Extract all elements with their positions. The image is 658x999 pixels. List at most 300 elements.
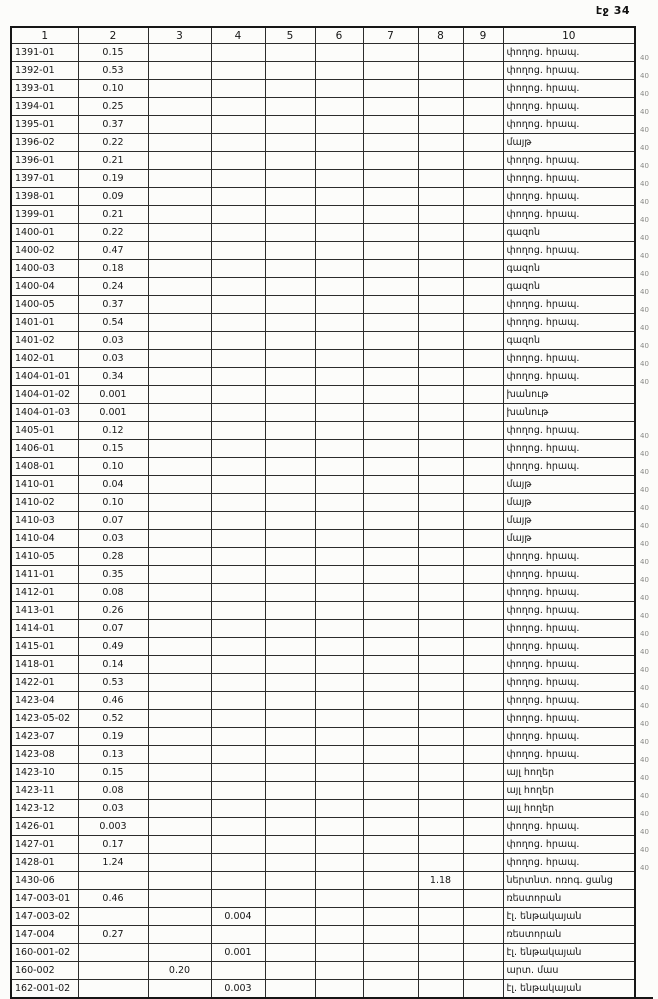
margin-mark xyxy=(635,872,653,890)
cell-value xyxy=(265,764,315,782)
cell-value xyxy=(265,962,315,980)
cell-parcel-code: 1410-02 xyxy=(11,494,78,512)
cell-landuse-type: փողոց. հրապ. xyxy=(503,422,635,440)
cell-value xyxy=(78,872,148,890)
cell-value xyxy=(315,440,363,458)
cell-value xyxy=(418,188,463,206)
cell-value xyxy=(418,296,463,314)
table-row xyxy=(11,728,653,746)
cell-value xyxy=(463,836,503,854)
cell-value xyxy=(211,368,265,386)
cell-landuse-type: այլ հողեր xyxy=(503,782,635,800)
cell-value xyxy=(363,656,418,674)
cell-value xyxy=(265,116,315,134)
cell-value xyxy=(265,692,315,710)
cell-value xyxy=(363,890,418,908)
cell-value xyxy=(148,152,211,170)
cell-value: 0.07 xyxy=(78,512,148,530)
cell-value xyxy=(418,260,463,278)
cell-value xyxy=(211,818,265,836)
cell-value xyxy=(418,638,463,656)
cell-value xyxy=(315,764,363,782)
cell-parcel-code: 1396-01 xyxy=(11,152,78,170)
cell-value xyxy=(363,818,418,836)
table-row xyxy=(11,530,653,548)
cell-value: 0.10 xyxy=(78,80,148,98)
margin-mark: 40 xyxy=(640,467,649,476)
cell-value xyxy=(463,782,503,800)
table-row xyxy=(11,944,653,962)
cell-value xyxy=(265,386,315,404)
cell-value: 0.24 xyxy=(78,278,148,296)
cell-value xyxy=(265,890,315,908)
column-header: 10 xyxy=(503,27,635,44)
cell-value xyxy=(463,800,503,818)
cell-value xyxy=(463,584,503,602)
cell-value xyxy=(463,350,503,368)
cell-parcel-code: 1410-05 xyxy=(11,548,78,566)
cell-parcel-code: 1413-01 xyxy=(11,602,78,620)
cell-value xyxy=(265,512,315,530)
margin-mark: 40 xyxy=(640,665,649,674)
cell-landuse-type: այլ հողեր xyxy=(503,764,635,782)
cell-value xyxy=(148,602,211,620)
cell-value xyxy=(418,152,463,170)
cell-value xyxy=(463,152,503,170)
cell-value xyxy=(315,404,363,422)
cell-value xyxy=(315,890,363,908)
cell-value xyxy=(363,206,418,224)
cell-value xyxy=(148,710,211,728)
cell-value xyxy=(315,782,363,800)
table-row xyxy=(11,44,653,62)
margin-mark: 40 xyxy=(640,827,649,836)
cell-parcel-code: 1423-05-02 xyxy=(11,710,78,728)
table-row xyxy=(11,98,653,116)
cell-value: 0.03 xyxy=(78,350,148,368)
table-row xyxy=(11,674,653,692)
cell-value xyxy=(211,872,265,890)
cell-value: 0.15 xyxy=(78,44,148,62)
cell-value xyxy=(315,620,363,638)
table-row xyxy=(11,314,653,332)
cell-value xyxy=(265,458,315,476)
cell-parcel-code: 1400-03 xyxy=(11,260,78,278)
table-row xyxy=(11,926,653,944)
cell-value xyxy=(148,170,211,188)
cell-value xyxy=(418,980,463,999)
cell-parcel-code: 1423-10 xyxy=(11,764,78,782)
cell-value: 1.24 xyxy=(78,854,148,872)
cell-value xyxy=(148,260,211,278)
cell-value xyxy=(148,800,211,818)
cell-value xyxy=(315,728,363,746)
cell-landuse-type: մայթ xyxy=(503,476,635,494)
margin-mark: 40 xyxy=(640,143,649,152)
cell-value xyxy=(363,62,418,80)
cell-value xyxy=(148,566,211,584)
cell-value: 0.001 xyxy=(78,404,148,422)
cell-value xyxy=(418,800,463,818)
cell-value xyxy=(463,332,503,350)
cell-value xyxy=(418,98,463,116)
cell-value xyxy=(211,224,265,242)
table-row xyxy=(11,638,653,656)
cell-value xyxy=(418,314,463,332)
cell-value xyxy=(265,710,315,728)
cell-landuse-type: փողոց. հրապ. xyxy=(503,44,635,62)
table-row xyxy=(11,890,653,908)
margin-mark: 40 xyxy=(640,233,649,242)
cell-value xyxy=(148,530,211,548)
cell-value: 0.34 xyxy=(78,368,148,386)
cell-value xyxy=(148,134,211,152)
cell-value xyxy=(265,566,315,584)
cell-value xyxy=(148,296,211,314)
cell-value xyxy=(463,908,503,926)
cell-value xyxy=(418,602,463,620)
cell-value xyxy=(211,386,265,404)
cell-value xyxy=(148,44,211,62)
cell-value: 0.001 xyxy=(211,944,265,962)
cell-value: 0.18 xyxy=(78,260,148,278)
cell-value xyxy=(418,332,463,350)
cell-value xyxy=(148,350,211,368)
cell-value: 0.10 xyxy=(78,458,148,476)
table-row xyxy=(11,188,653,206)
cell-value xyxy=(148,314,211,332)
cell-value xyxy=(315,962,363,980)
cell-value xyxy=(463,764,503,782)
cell-value xyxy=(211,620,265,638)
cell-value xyxy=(363,44,418,62)
cell-value xyxy=(265,818,315,836)
cell-value: 0.35 xyxy=(78,566,148,584)
cell-value: 0.53 xyxy=(78,674,148,692)
cell-value xyxy=(265,800,315,818)
cell-landuse-type: փողոց. հրապ. xyxy=(503,566,635,584)
cell-value xyxy=(418,548,463,566)
cell-value xyxy=(463,854,503,872)
cell-value xyxy=(315,656,363,674)
cell-value xyxy=(211,332,265,350)
cell-value: 0.37 xyxy=(78,296,148,314)
cell-parcel-code: 1402-01 xyxy=(11,350,78,368)
cell-value xyxy=(463,890,503,908)
cell-value xyxy=(363,350,418,368)
cell-value xyxy=(211,44,265,62)
cell-value xyxy=(315,476,363,494)
cell-value xyxy=(265,944,315,962)
cell-value xyxy=(315,818,363,836)
cell-value xyxy=(463,278,503,296)
cell-value xyxy=(463,710,503,728)
table-row xyxy=(11,872,653,890)
cell-value xyxy=(211,674,265,692)
table-row xyxy=(11,602,653,620)
cell-value xyxy=(211,260,265,278)
cell-value xyxy=(148,332,211,350)
cell-parcel-code: 1408-01 xyxy=(11,458,78,476)
cell-value xyxy=(463,260,503,278)
cell-value xyxy=(148,548,211,566)
cell-parcel-code: 1423-08 xyxy=(11,746,78,764)
cell-landuse-type: փողոց. հրապ. xyxy=(503,602,635,620)
cell-value xyxy=(315,638,363,656)
cell-value xyxy=(265,224,315,242)
cell-value xyxy=(315,278,363,296)
table-body xyxy=(11,44,653,999)
cell-value: 0.47 xyxy=(78,242,148,260)
margin-mark: 40 xyxy=(640,593,649,602)
cell-value xyxy=(315,980,363,999)
cell-value xyxy=(315,692,363,710)
cell-value xyxy=(211,638,265,656)
cell-value xyxy=(211,692,265,710)
cell-value: 0.003 xyxy=(78,818,148,836)
margin-mark: 40 xyxy=(640,323,649,332)
cell-value xyxy=(211,278,265,296)
cell-parcel-code: 1399-01 xyxy=(11,206,78,224)
cell-value xyxy=(265,656,315,674)
cell-value xyxy=(418,170,463,188)
cell-value xyxy=(78,980,148,999)
cell-value xyxy=(148,926,211,944)
cell-value xyxy=(211,476,265,494)
cell-value xyxy=(148,692,211,710)
cell-value: 0.03 xyxy=(78,332,148,350)
cell-value xyxy=(148,512,211,530)
cell-landuse-type: փողոց. հրապ. xyxy=(503,242,635,260)
cell-parcel-code: 1392-01 xyxy=(11,62,78,80)
margin-mark: 40 xyxy=(640,269,649,278)
cell-value xyxy=(363,944,418,962)
cell-value xyxy=(315,62,363,80)
cell-value xyxy=(463,872,503,890)
table-row xyxy=(11,620,653,638)
cell-landuse-type: փողոց. հրապ. xyxy=(503,368,635,386)
cell-value xyxy=(463,980,503,999)
cell-value xyxy=(418,926,463,944)
table-row xyxy=(11,386,653,404)
cell-value xyxy=(265,134,315,152)
cell-value xyxy=(265,548,315,566)
cell-value xyxy=(315,494,363,512)
margin-mark: 40 xyxy=(640,287,649,296)
margin-mark xyxy=(635,926,653,944)
cell-value xyxy=(463,188,503,206)
cell-landuse-type: ռեստորան xyxy=(503,926,635,944)
cell-value: 0.22 xyxy=(78,224,148,242)
cell-value xyxy=(363,476,418,494)
cell-value xyxy=(148,854,211,872)
column-header: 9 xyxy=(463,27,503,44)
cell-value xyxy=(363,278,418,296)
cell-value xyxy=(363,530,418,548)
cell-value xyxy=(265,980,315,999)
cell-value: 0.22 xyxy=(78,134,148,152)
cell-value: 0.52 xyxy=(78,710,148,728)
cell-value xyxy=(363,854,418,872)
table-row xyxy=(11,260,653,278)
cell-value xyxy=(265,602,315,620)
cell-value xyxy=(418,764,463,782)
cell-value xyxy=(265,746,315,764)
table-row xyxy=(11,368,653,386)
cell-landuse-type: փողոց. հրապ. xyxy=(503,674,635,692)
cell-parcel-code: 147-003-01 xyxy=(11,890,78,908)
margin-mark: 40 xyxy=(640,701,649,710)
cell-value xyxy=(418,422,463,440)
cell-value xyxy=(463,692,503,710)
margin-mark: 40 xyxy=(640,377,649,386)
header-row xyxy=(11,27,653,44)
cell-landuse-type: արտ. մաս xyxy=(503,962,635,980)
cell-value xyxy=(363,440,418,458)
cell-value xyxy=(148,62,211,80)
margin-mark: 40 xyxy=(640,161,649,170)
cell-parcel-code: 1423-12 xyxy=(11,800,78,818)
table-row xyxy=(11,278,653,296)
cell-value xyxy=(211,656,265,674)
margin-gutter xyxy=(635,27,653,44)
cell-value xyxy=(363,98,418,116)
cell-value xyxy=(211,404,265,422)
cell-value xyxy=(418,494,463,512)
cell-value xyxy=(265,242,315,260)
cell-value xyxy=(148,584,211,602)
table-row xyxy=(11,170,653,188)
cell-value xyxy=(265,728,315,746)
cell-value xyxy=(315,944,363,962)
margin-mark: 40 xyxy=(640,197,649,206)
cell-value xyxy=(463,44,503,62)
page-number-label: էջ 34 xyxy=(595,4,630,17)
cell-parcel-code: 1401-02 xyxy=(11,332,78,350)
cell-value xyxy=(418,530,463,548)
cell-value xyxy=(78,944,148,962)
cell-landuse-type: մայթ xyxy=(503,494,635,512)
cell-value xyxy=(363,80,418,98)
cell-value xyxy=(315,386,363,404)
cell-value xyxy=(463,314,503,332)
cell-value xyxy=(211,206,265,224)
cell-landuse-type: գազոն xyxy=(503,332,635,350)
cell-value xyxy=(265,494,315,512)
cell-landuse-type: մայթ xyxy=(503,512,635,530)
cell-value xyxy=(148,386,211,404)
cell-parcel-code: 1411-01 xyxy=(11,566,78,584)
cell-value: 0.53 xyxy=(78,62,148,80)
cell-value xyxy=(418,80,463,98)
table-row xyxy=(11,512,653,530)
cell-value xyxy=(265,80,315,98)
cell-value xyxy=(211,422,265,440)
table-row xyxy=(11,494,653,512)
cell-value xyxy=(315,854,363,872)
cell-parcel-code: 1423-07 xyxy=(11,728,78,746)
cell-value xyxy=(211,62,265,80)
cell-value xyxy=(418,512,463,530)
cell-value xyxy=(315,260,363,278)
cell-value xyxy=(315,332,363,350)
margin-mark: 40 xyxy=(640,215,649,224)
cell-value xyxy=(148,728,211,746)
table-row xyxy=(11,422,653,440)
cell-value xyxy=(315,746,363,764)
cell-landuse-type: փողոց. հրապ. xyxy=(503,584,635,602)
table-row xyxy=(11,836,653,854)
margin-mark: 40 xyxy=(640,107,649,116)
cell-value xyxy=(315,836,363,854)
cell-value: 0.26 xyxy=(78,602,148,620)
cell-value xyxy=(418,386,463,404)
cell-value xyxy=(363,872,418,890)
margin-mark: 40 xyxy=(640,791,649,800)
column-header: 5 xyxy=(265,27,315,44)
cell-landuse-type: փողոց. հրապ. xyxy=(503,98,635,116)
cell-parcel-code: 1426-01 xyxy=(11,818,78,836)
table-row xyxy=(11,152,653,170)
cell-value xyxy=(418,350,463,368)
margin-mark: 40 xyxy=(640,125,649,134)
cell-landuse-type: գազոն xyxy=(503,224,635,242)
margin-mark: 40 xyxy=(640,647,649,656)
cell-parcel-code: 1406-01 xyxy=(11,440,78,458)
cell-value xyxy=(363,152,418,170)
cell-value xyxy=(148,422,211,440)
cell-value xyxy=(315,512,363,530)
margin-mark: 40 xyxy=(640,251,649,260)
cell-parcel-code: 1396-02 xyxy=(11,134,78,152)
cell-value xyxy=(148,980,211,999)
cell-value xyxy=(265,638,315,656)
table-row xyxy=(11,962,653,980)
table-row xyxy=(11,656,653,674)
cell-landuse-type: փողոց. հրապ. xyxy=(503,188,635,206)
cell-value xyxy=(418,278,463,296)
margin-mark: 40 xyxy=(640,89,649,98)
margin-mark: 40 xyxy=(640,719,649,728)
cell-value xyxy=(211,134,265,152)
cell-parcel-code: 1391-01 xyxy=(11,44,78,62)
cell-landuse-type: ռեստորան xyxy=(503,890,635,908)
cell-value: 0.10 xyxy=(78,494,148,512)
cell-value: 0.08 xyxy=(78,782,148,800)
cell-value xyxy=(418,224,463,242)
cell-parcel-code: 1400-01 xyxy=(11,224,78,242)
cell-value xyxy=(363,746,418,764)
cell-value xyxy=(463,386,503,404)
cell-value xyxy=(148,116,211,134)
table-row xyxy=(11,116,653,134)
margin-mark: 40 xyxy=(640,629,649,638)
cell-value: 0.07 xyxy=(78,620,148,638)
table-row xyxy=(11,458,653,476)
cell-parcel-code: 1393-01 xyxy=(11,80,78,98)
cell-value xyxy=(148,368,211,386)
cell-value xyxy=(363,296,418,314)
cell-parcel-code: 1401-01 xyxy=(11,314,78,332)
margin-mark xyxy=(635,890,653,908)
cell-parcel-code: 1418-01 xyxy=(11,656,78,674)
cell-value xyxy=(315,98,363,116)
column-header: 4 xyxy=(211,27,265,44)
margin-mark: 40 xyxy=(640,611,649,620)
cell-parcel-code: 1428-01 xyxy=(11,854,78,872)
cell-value: 0.27 xyxy=(78,926,148,944)
table-row xyxy=(11,782,653,800)
